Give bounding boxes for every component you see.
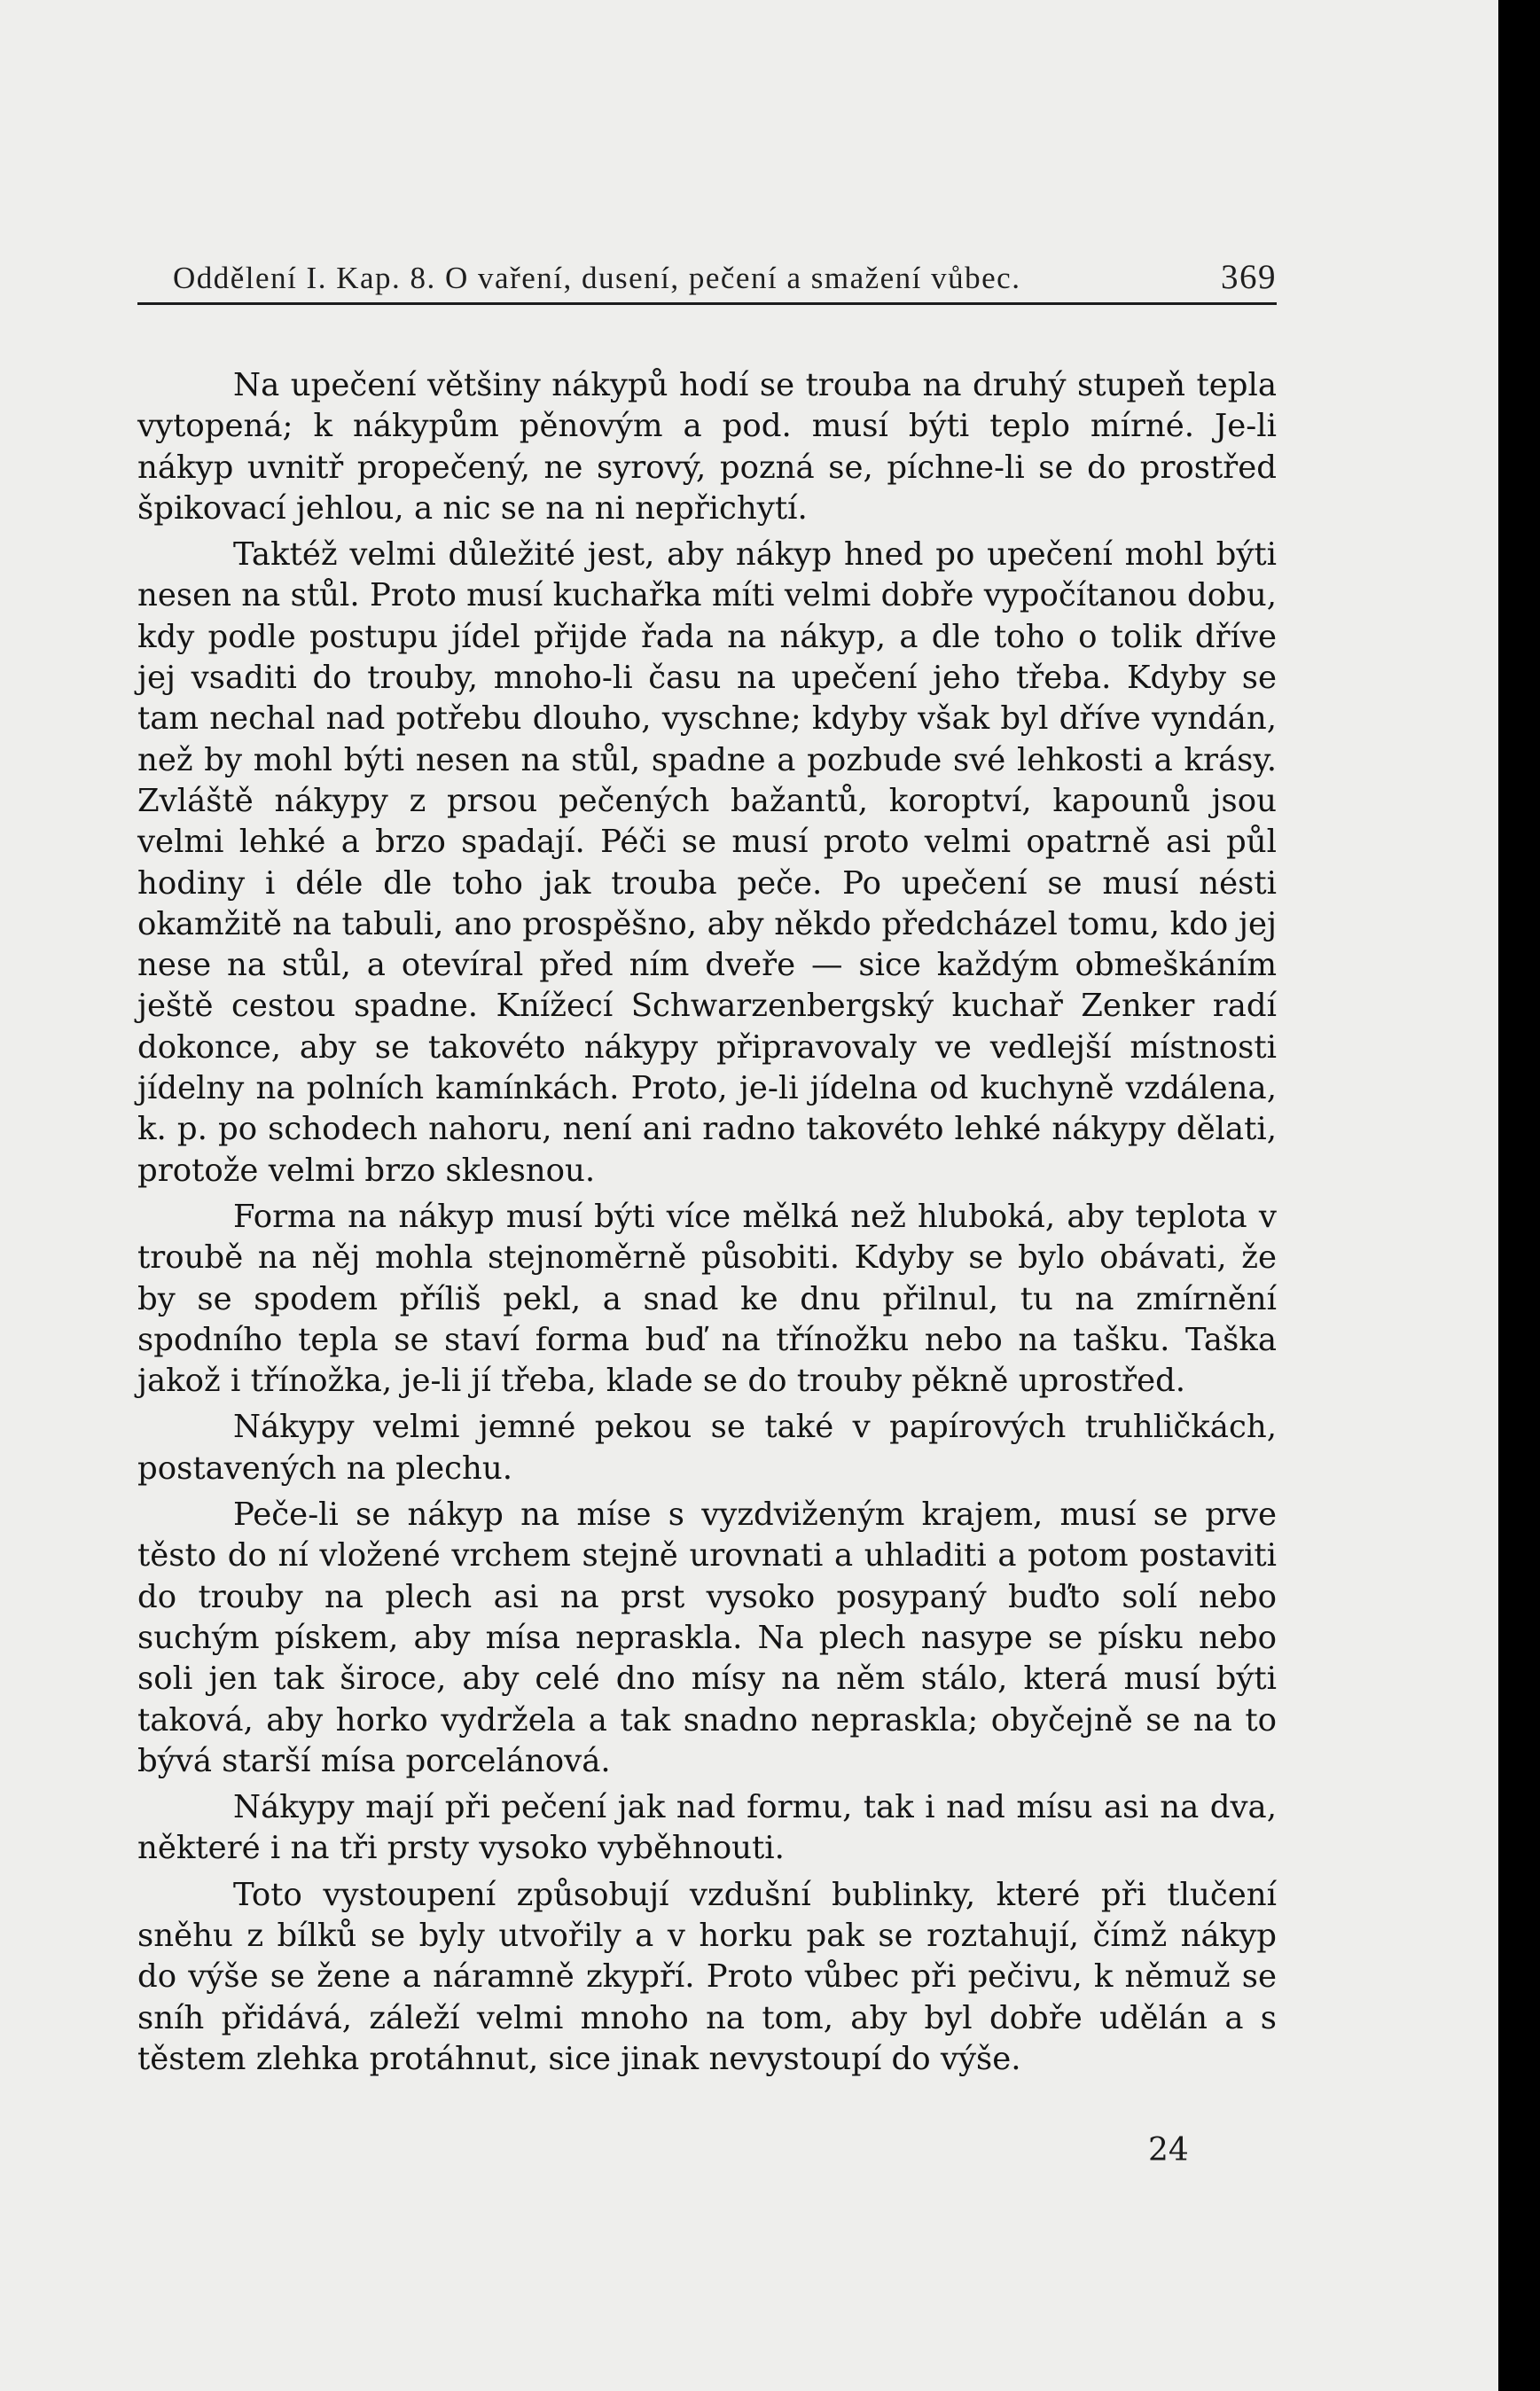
paragraph: Na upečení většiny nákypů hodí se trouba na druhý stupeň tepla vytopená; k nákypům pěnovým a pod. musí býti teplo mírné. Je-li nákyp uvnitř propečený, ne syrový, pozná se, píchne-li se do prostřed špikovací jehlou, a nic se na ni nepřichytí. xyxy=(137,367,1277,527)
paragraph: Forma na nákyp musí býti více mělká než hluboká, aby teplota v troubě na něj mohla stejnoměrně působiti. Kdyby se bylo obávati, že by se spodem příliš pekl, a snad ke dnu přilnul, tu na zmírnění spodního tepla se staví forma buď na třínožku nebo na tašku. Taška jakož i třínožka, je-li jí třeba, klade se do trouby pěkně uprostřed. xyxy=(137,1198,1277,1400)
running-header xyxy=(137,257,1277,305)
paragraph: Taktéž velmi důležité jest, aby nákyp hned po upečení mohl býti nesen na stůl. Proto musí kuchařka míti velmi dobře vypočítanou dobu, kdy podle postupu jídel přijde řada na nákyp, a dle toho o tolik dříve jej vsaditi do trouby, mnoho-li času na upečení jeho třeba. Kdyby se tam nechal nad potřebu dlouho, vyschne; kdyby však byl dříve vyndán, než by mohl býti nesen na stůl, spadne a pozbude své lehkosti a krásy. Zvláště nákypy z prsou pečených bažantů, koroptví, kapounů jsou velmi lehké a brzo spadají. Péči se musí proto velmi opatrně asi půl hodiny i déle dle toho jak trouba peče. Po upečení se musí nésti okamžitě na tabuli, ano prospěšno, aby někdo předcházel tomu, kdo jej nese na stůl, a otevíral před ním dveře — sice každým obmeškáním ještě cestou spadne. Knížecí Schwarzenbergský kuchař Zenker radí dokonce, aby se takovéto nákypy připravovaly ve vedlejší místnosti jídelny na polních kamínkách. Proto, je-li jídelna od kuchyně vzdálena, k. p. po schodech nahoru, není ani radno takovéto lehké nákypy dělati, protože velmi brzo sklesnou. xyxy=(137,536,1277,1189)
paragraph: Nákypy velmi jemné pekou se také v papírových truhličkách, postavených na plechu. xyxy=(137,1409,1277,1487)
paragraph: Nákypy mají při pečení jak nad formu, tak i nad mísu asi na dva, některé i na tři prsty vysoko vyběhnouti. xyxy=(137,1789,1277,1867)
body-text xyxy=(137,365,1277,2080)
running-head-title: Oddělení I. Kap. 8. O vaření, dusení, pečení a smažení vůbec. xyxy=(173,261,1021,295)
paragraph: Toto vystoupení způsobují vzdušní bublinky, které při tlučení sněhu z bílků se byly utvořily a v horku pak se roztahují, čímž nákyp do výše se žene a náramně zkypří. Proto vůbec při pečivu, k němuž se sníh přidává, záleží velmi mnoho na tom, aby byl dobře udělán a s těstem zlehka protáhnut, sice jinak nevystoupí do výše. xyxy=(137,1876,1277,2077)
page-number: 369 xyxy=(1221,258,1277,296)
page-content xyxy=(137,257,1277,2080)
signature-mark: 24 xyxy=(1148,2132,1189,2168)
paragraph: Peče-li se nákyp na míse s vyzdviženým krajem, musí se prve těsto do ní vložené vrchem stejně urovnati a uhladiti a potom postaviti do trouby na plech asi na prst vysoko posypaný buďto solí nebo suchým pískem, aby mísa nepraskla. Na plech nasype se písku nebo soli jen tak široce, aby celé dno mísy na něm stálo, která musí býti taková, aby horko vydržela a tak snadno nepraskla; obyčejně se na to bývá starší mísa porcelánová. xyxy=(137,1496,1277,1779)
